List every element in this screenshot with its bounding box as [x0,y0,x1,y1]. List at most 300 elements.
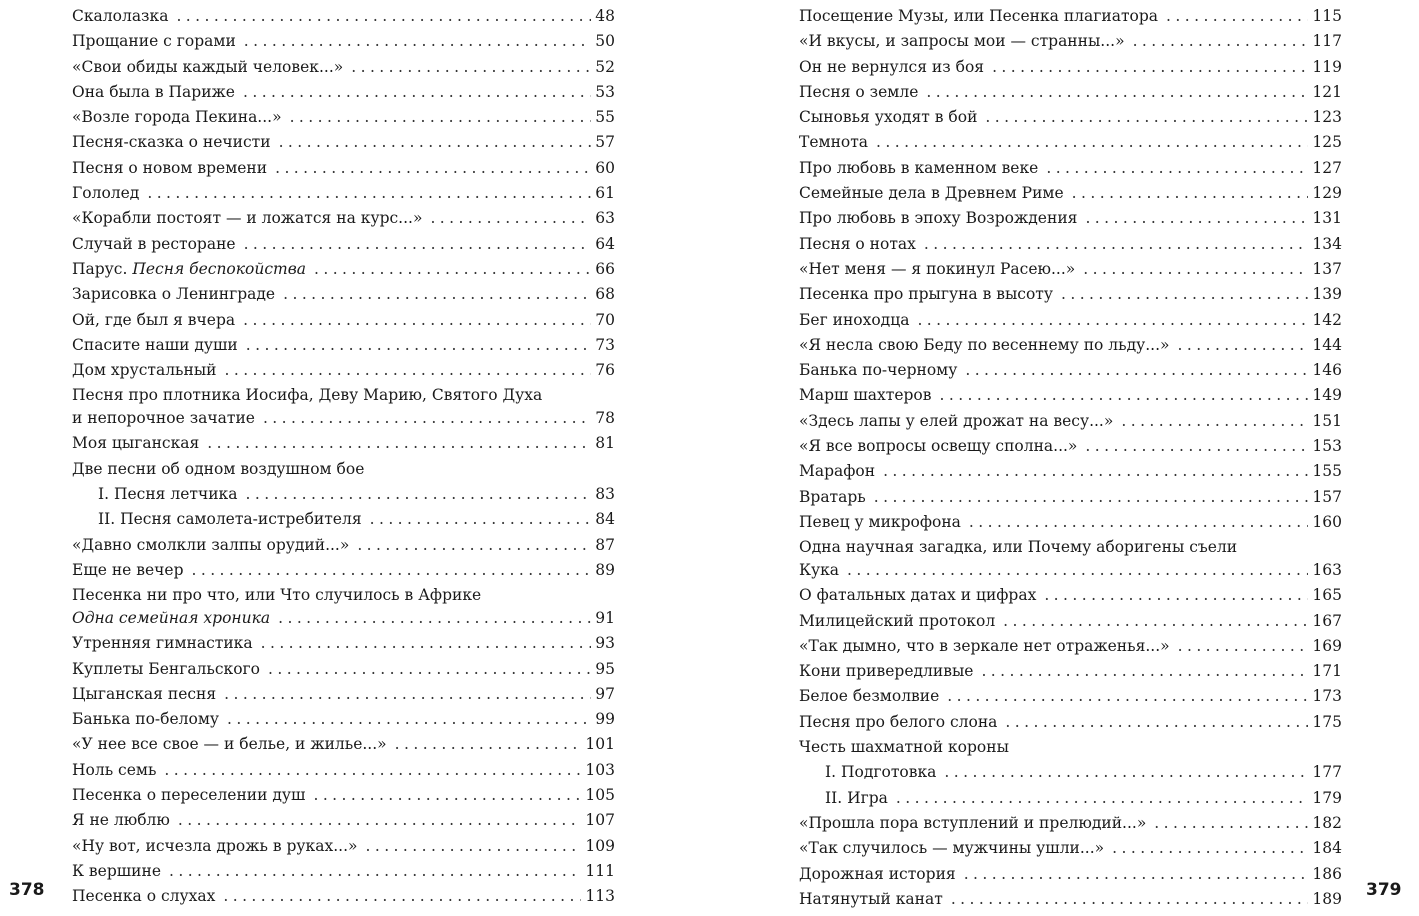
toc-entry-title-text: Он не вернулся из боя [799,57,985,76]
toc-entry-page-number: 101 [585,735,615,754]
toc-entry-title [799,584,1036,607]
toc-entry-page-number: 73 [595,335,615,354]
toc-entry-title [825,761,936,784]
toc-entry-title [72,759,156,782]
dot-leader [244,30,591,53]
toc-entry[interactable] [72,5,615,30]
toc-entry-title-text: Вратарь [799,487,866,506]
toc-entry[interactable] [799,486,1342,511]
toc-entry[interactable] [72,559,615,584]
toc-entry-title [72,733,387,756]
toc-entry-page-number: 173 [1312,687,1342,706]
dot-leader [1083,258,1308,281]
dot-leader [279,131,592,154]
dot-leader [224,359,591,382]
toc-entry-page-number: 129 [1312,184,1342,203]
dot-leader [224,683,591,706]
toc-entry-title-text: «Я несла свою Беду по весеннему по льду...» [799,335,1170,354]
toc-entry[interactable] [799,435,1342,460]
toc-entry[interactable] [799,258,1342,283]
toc-entry-title [799,30,1125,53]
toc-entry-title-text: «Нет меня — я покинул Расею...» [799,259,1076,278]
toc-entry-title [799,685,939,708]
toc-entry-title [72,559,184,582]
toc-entry-title-text: Утренняя гимнастика [72,634,253,653]
toc-entry-page-number: 139 [1312,285,1342,304]
dot-leader [1003,610,1308,633]
toc-entry-page-number: 99 [595,710,615,729]
dot-leader [1085,207,1308,230]
toc-entry[interactable] [72,632,615,657]
toc-entry[interactable] [72,860,615,885]
toc-entry-title [72,233,236,256]
toc-entry[interactable] [799,761,1342,786]
toc-entry-page-number: 175 [1312,712,1342,731]
left-page-toc [72,5,615,911]
toc-entry-page-number: 87 [595,535,615,554]
dot-leader [275,157,591,180]
toc-entry-title [72,860,161,883]
toc-entry-title [72,607,270,630]
toc-entry-title-text: «Прошла пора вступлений и прелюдий...» [799,813,1147,832]
toc-entry[interactable] [799,131,1342,156]
toc-entry-title-line1: Песенка ни про что, или Что случилось в Африке [72,586,482,605]
toc-entry-page-number: 84 [595,510,615,529]
toc-entry[interactable] [799,837,1342,862]
toc-entry-title [799,207,1077,230]
toc-entry[interactable] [72,784,615,809]
toc-entry-title [72,683,216,706]
toc-entry-page-number: 169 [1312,636,1342,655]
dot-leader [357,534,591,557]
toc-entry[interactable] [72,283,615,308]
toc-entry[interactable] [72,809,615,834]
dot-leader [351,56,591,79]
toc-entry-title-line2: Одна семейная хроника [72,609,271,628]
toc-entry-page-number: 186 [1312,864,1342,883]
toc-entry[interactable] [72,30,615,55]
toc-entry-title [72,534,349,557]
toc-entry-title [799,359,957,382]
toc-entry-title-text: Песенка о переселении душ [72,786,306,805]
toc-entry-title [72,432,199,455]
toc-entry[interactable] [72,157,615,182]
toc-entry-title-text: «Давно смолкли залпы орудий...» [72,535,350,554]
toc-entry[interactable] [799,334,1342,359]
toc-entry[interactable] [72,309,615,334]
toc-entry-title-text: «Здесь лапы у елей дрожат на весу...» [799,411,1114,430]
toc-entry-title-text: Песенка про прыгуна в высоту [799,285,1053,304]
toc-entry-title-text: Семейные дела в Древнем Риме [799,184,1064,203]
toc-entry-page-number: 179 [1312,788,1342,807]
toc-entry-title-text: Песенка о слухах [72,887,216,906]
toc-entry[interactable] [799,711,1342,736]
toc-entry[interactable] [72,483,615,508]
dot-leader [883,460,1308,483]
toc-entry-title-text: Ой, где был я вчера [72,310,236,329]
toc-entry-page-number: 177 [1312,763,1342,782]
toc-entry-title-text: I. Песня летчика [98,485,238,504]
toc-entry[interactable] [799,207,1342,232]
toc-entry[interactable] [799,511,1342,536]
toc-entry-page-number: 66 [595,259,615,278]
toc-entry-title-text: Зарисовка о Ленинграде [72,285,276,304]
toc-entry-page-number: 89 [595,560,615,579]
toc-entry-title-text: Банька по-черному [799,361,958,380]
toc-entry-subtitle: Песня беспокойства [132,259,306,278]
toc-entry-title-line2: и непорочное зачатие [72,409,255,428]
dot-leader [1154,812,1308,835]
toc-entry-title [72,309,235,332]
dot-leader [1005,711,1308,734]
toc-entry-page-number: 146 [1312,361,1342,380]
toc-entry[interactable] [799,888,1342,913]
dot-leader [178,809,582,832]
toc-entry[interactable] [799,182,1342,207]
toc-entry-title [72,131,271,154]
toc-entry[interactable] [72,835,615,860]
toc-entry-page-number: 64 [595,234,615,253]
toc-entry-title [799,559,839,582]
toc-entry-title [799,131,868,154]
dot-leader [246,334,592,357]
toc-entry-page-number: 70 [595,310,615,329]
toc-entry[interactable] [799,30,1342,55]
toc-entry-title-text: Парус. [72,259,128,278]
toc-entry-title-text: I. Подготовка [825,763,937,782]
toc-entry-title [72,708,219,731]
toc-entry[interactable] [799,863,1342,888]
toc-entry-title-text: II. Песня самолета-истребителя [98,510,362,529]
toc-entry[interactable] [799,660,1342,685]
toc-entry-page-number: 68 [595,285,615,304]
toc-entry-page-number: 137 [1312,259,1342,278]
toc-entry[interactable] [799,584,1342,609]
dot-leader [366,835,582,858]
toc-entry[interactable] [72,733,615,758]
toc-entry-title-line2: Кука [799,561,840,580]
dot-leader [1166,5,1308,28]
toc-entry[interactable] [72,708,615,733]
toc-entry[interactable] [799,610,1342,635]
toc-entry-page-number: 52 [595,57,615,76]
toc-entry-title-text: Она была в Париже [72,82,235,101]
toc-entry[interactable] [799,685,1342,710]
toc-entry-page-number: 125 [1312,133,1342,152]
dot-leader [896,787,1309,810]
dot-leader [1121,410,1308,433]
toc-entry-title [72,106,282,129]
dot-leader [223,885,581,908]
toc-entry-title-text: Милицейский протокол [799,611,996,630]
toc-entry-page-number: 95 [595,659,615,678]
toc-entry-title-text: «Возле города Пекина...» [72,108,282,127]
toc-entry-title [799,511,961,534]
toc-entry-title [799,334,1170,357]
toc-entry-page-number: 155 [1312,462,1342,481]
toc-entry-page-number: 103 [585,760,615,779]
toc-entry-page-number: 157 [1312,487,1342,506]
toc-entry[interactable] [799,410,1342,435]
toc-entry-title [72,784,305,807]
toc-entry-title-text: Ноль семь [72,760,157,779]
toc-entry-title [72,885,215,908]
toc-entry-title-text: «Я все вопросы освещу сполна...» [799,437,1078,456]
toc-entry-title [72,334,238,357]
toc-entry-page-number: 91 [595,609,615,628]
toc-entry-title [799,283,1053,306]
toc-entry-title-text: Я не люблю [72,811,170,830]
toc-entry-page-number: 113 [585,887,615,906]
toc-entry[interactable] [799,157,1342,182]
toc-entry-page-number: 160 [1312,512,1342,531]
toc-entry-page-number: 163 [1312,561,1342,580]
dot-leader [278,607,591,630]
dot-leader [164,759,581,782]
dot-leader [992,56,1308,79]
toc-entry-title [799,56,984,79]
toc-entry-title-text: О фатальных датах и цифрах [799,586,1037,605]
toc-entry[interactable] [72,258,615,283]
dot-leader [290,106,592,129]
toc-entry-page-number: 115 [1312,7,1342,25]
dot-leader [874,486,1309,509]
dot-leader [314,258,591,281]
toc-entry-page-number: 76 [595,361,615,380]
toc-entry[interactable] [72,106,615,131]
toc-entry[interactable] [72,207,615,232]
toc-entry-title [799,384,932,407]
toc-entry[interactable] [72,334,615,359]
dot-leader [944,761,1308,784]
dot-leader [261,632,592,655]
toc-entry-page-number: 111 [585,861,615,880]
toc-entry[interactable] [72,508,615,533]
toc-entry[interactable] [72,683,615,708]
toc-entry-page-number: 171 [1312,662,1342,681]
toc-heading-text: Две песни об одном воздушном бое [72,459,365,478]
toc-entry-title-text: Марш шахтеров [799,386,932,405]
toc-entry[interactable] [799,787,1342,812]
dot-leader [985,106,1308,129]
toc-entry-title-text: Дом хрустальный [72,361,217,380]
toc-entry-page-number: 93 [595,634,615,653]
toc-entry-title-text: К вершине [72,861,161,880]
toc-entry-title [799,635,1170,658]
toc-entry[interactable] [72,658,615,683]
toc-entry-title [72,182,139,205]
toc-entry-title [799,309,909,332]
toc-entry-title-text: Дорожная история [799,864,956,883]
toc-entry-page-number: 48 [595,7,615,25]
toc-entry-page-number: 119 [1312,57,1342,76]
toc-entry-title-text: Спасите наши души [72,335,238,354]
dot-leader [926,81,1308,104]
toc-entry-title [72,56,343,79]
toc-entry-title-text: Темнота [799,133,869,152]
toc-entry-title-text: Банька по-белому [72,710,220,729]
toc-entry-title [98,508,362,531]
toc-entry-page-number: 55 [595,108,615,127]
toc-entry-title [799,258,1075,281]
toc-entry-title [72,359,216,382]
toc-entry-title-text: Песня о нотах [799,234,916,253]
toc-entry[interactable] [72,759,615,784]
dot-leader [147,182,591,205]
toc-entry-title [799,486,866,509]
toc-entry[interactable] [72,81,615,106]
toc-entry-title-text: Еще не вечер [72,560,184,579]
dot-leader [395,733,582,756]
dot-leader [940,384,1309,407]
toc-entry[interactable] [799,56,1342,81]
toc-entry[interactable] [799,233,1342,258]
toc-entry-title-text: Марафон [799,462,876,481]
toc-entry[interactable] [72,233,615,258]
toc-entry-page-number: 121 [1312,82,1342,101]
toc-entry-title [799,863,956,886]
toc-entry[interactable] [799,81,1342,106]
toc-entry[interactable] [799,106,1342,131]
toc-entry[interactable] [799,359,1342,384]
toc-entry-title-text: «Так дымно, что в зеркале нет отраженья...» [799,636,1170,655]
dot-leader [243,309,591,332]
toc-entry-page-number: 105 [585,786,615,805]
dot-leader [1133,30,1309,53]
toc-entry-page-number: 63 [595,209,615,228]
toc-entry[interactable] [799,536,1342,584]
right-page-toc [799,5,1342,913]
toc-entry-title-text: Посещение Музы, или Песенка плагиатора [799,7,1159,25]
toc-entry-title [72,30,236,53]
toc-entry[interactable] [72,584,615,632]
toc-entry[interactable] [72,56,615,81]
toc-entry-title-text: Бег иноходца [799,310,910,329]
dot-leader [969,511,1309,534]
dot-leader [981,660,1308,683]
dot-leader [917,309,1308,332]
dot-leader [192,559,592,582]
dot-leader [176,5,591,28]
page-number-left: 378 [9,880,45,900]
dot-leader [965,359,1308,382]
toc-entry-page-number: 53 [595,82,615,101]
toc-entry-title [72,658,260,681]
toc-heading-text: Честь шахматной короны [799,738,1009,757]
toc-entry-title-text: Песня-сказка о нечисти [72,133,271,152]
toc-entry[interactable] [799,309,1342,334]
toc-entry[interactable] [72,432,615,457]
dot-leader [246,483,592,506]
dot-leader [370,508,592,531]
toc-entry-page-number: 81 [595,434,615,453]
dot-leader [964,863,1309,886]
toc-entry[interactable] [799,5,1342,30]
toc-entry-title [825,787,888,810]
toc-entry-page-number: 127 [1312,158,1342,177]
toc-entry-title [799,711,997,734]
toc-entry-title-text: Натянутый канат [799,889,943,908]
toc-entry-title-text: Кони привередливые [799,662,974,681]
toc-entry[interactable] [72,131,615,156]
toc-entry[interactable] [799,812,1342,837]
dot-leader [1085,435,1308,458]
toc-entry-title [72,407,255,430]
toc-entry-title-text: Певец у микрофона [799,512,961,531]
dot-leader [1044,584,1308,607]
dot-leader [947,685,1308,708]
dot-leader [169,860,581,883]
toc-entry[interactable] [72,359,615,384]
toc-entry-title [72,835,358,858]
dot-leader [244,233,592,256]
toc-entry-title-text: «Свои обиды каждый человек...» [72,57,344,76]
toc-entry-page-number: 167 [1312,611,1342,630]
toc-entry-title [799,106,977,129]
dot-leader [268,658,591,681]
toc-entry-page-number: 50 [595,32,615,51]
toc-entry-title [799,660,973,683]
dot-leader [876,131,1308,154]
toc-entry-title-text: Песня про белого слона [799,712,998,731]
toc-entry[interactable] [72,534,615,559]
toc-entry-title-text: Скалолазка [72,7,169,25]
dot-leader [227,708,591,731]
toc-entry-title-line1: Песня про плотника Иосифа, Деву Марию, Святого Духа [72,386,543,405]
toc-entry-title-text: II. Игра [825,788,888,807]
toc-entry-title-text: Сыновья уходят в бой [799,108,978,127]
toc-entry-page-number: 123 [1312,108,1342,127]
toc-entry-title [799,5,1158,28]
toc-entry-page-number: 182 [1312,813,1342,832]
toc-section-heading [72,458,615,483]
toc-entry-page-number: 131 [1312,209,1342,228]
dot-leader [1046,157,1308,180]
page-number-right: 379 [1366,880,1402,900]
toc-entry-title [72,809,170,832]
dot-leader [263,407,591,430]
toc-entry-page-number: 134 [1312,234,1342,253]
toc-entry-title-text: Про любовь в эпоху Возрождения [799,209,1078,228]
toc-entry-title [72,258,306,281]
toc-entry[interactable] [799,384,1342,409]
toc-entry[interactable] [72,384,615,432]
toc-entry-title [72,632,253,655]
dot-leader [1112,837,1308,860]
toc-entry-title-text: Случай в ресторане [72,234,236,253]
toc-entry-page-number: 165 [1312,586,1342,605]
dot-leader [283,283,591,306]
toc-entry[interactable] [799,460,1342,485]
toc-entry[interactable] [72,182,615,207]
toc-entry-page-number: 78 [595,409,615,428]
dot-leader [1072,182,1309,205]
toc-entry[interactable] [799,635,1342,660]
toc-entry-title [799,888,943,911]
toc-entry-title [799,435,1077,458]
toc-entry-title-text: «Корабли постоят — и ложатся на курс...» [72,209,423,228]
toc-section-heading [799,736,1342,761]
toc-entry-title [799,182,1064,205]
toc-entry-title-text: Гололед [72,184,140,203]
toc-entry-title-text: «У нее все свое — и белье, и жилье...» [72,735,387,754]
toc-entry-title [799,410,1113,433]
toc-entry-page-number: 57 [595,133,615,152]
toc-entry-title-text: Про любовь в каменном веке [799,158,1039,177]
toc-entry[interactable] [799,283,1342,308]
toc-entry-title [72,5,168,28]
toc-entry[interactable] [72,885,615,910]
